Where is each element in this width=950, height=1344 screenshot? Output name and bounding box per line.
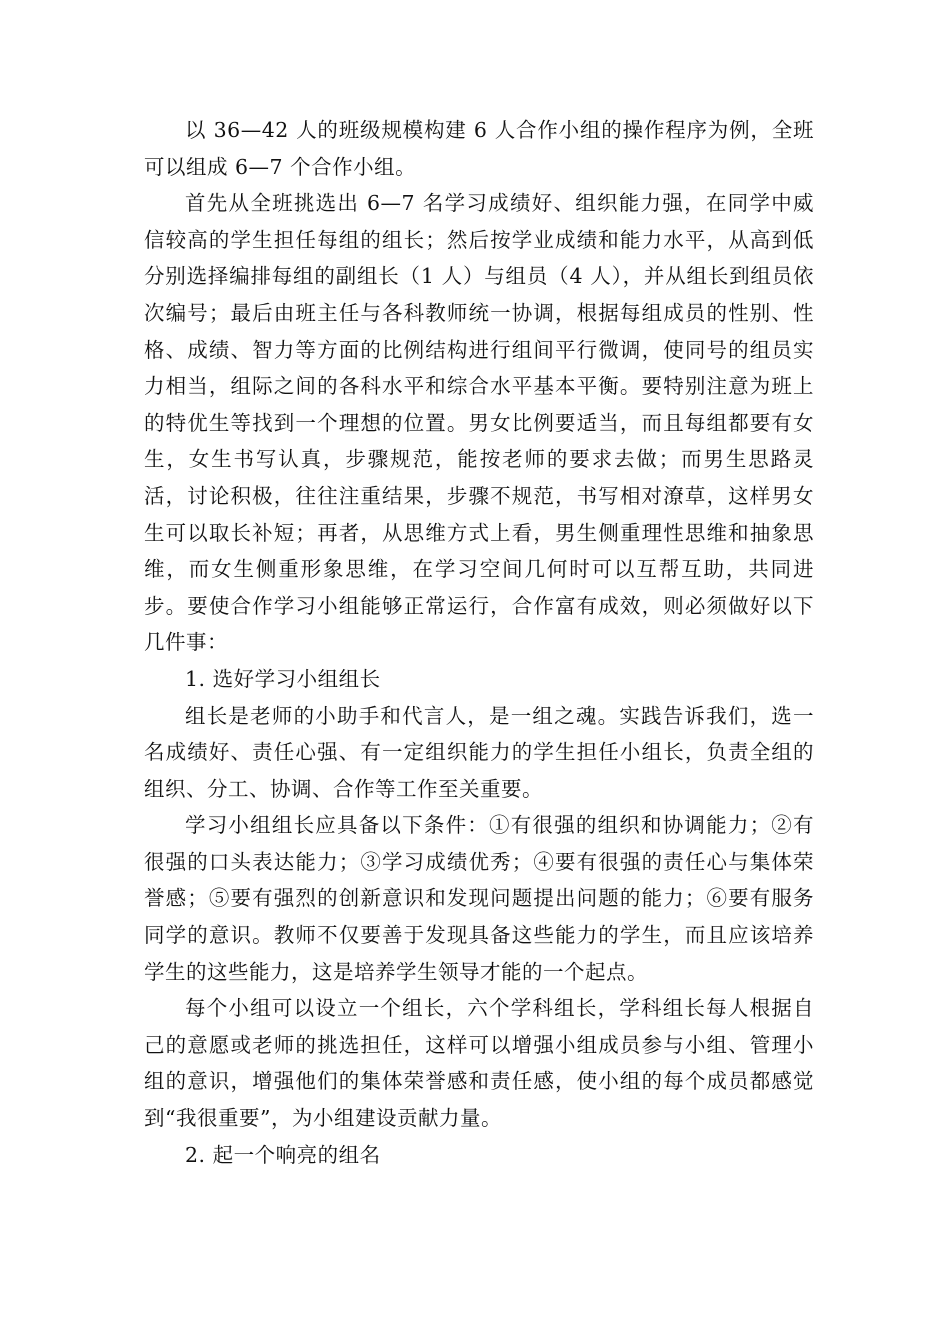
- paragraph-grouping-method: 首先从全班挑选出 6—7 名学习成绩好、组织能力强，在同学中威信较高的学生担任每组的组长；然后按学业成绩和能力水平，从高到低分别选择编排每组的副组长（1 人）与组员（4 人），并从组长到组员依次编号；最后由班主任与各科教师统一协调，根据每组成员的性别、性格、成绩、智力等方面的比例结构进行组间平行微调，使同号的组员实力相当，组际之间的各科水平和综合水平基本平衡。要特别注意为班上的特优生等找到一个理想的位置。男女比例要适当，而且每组都要有女生，女生书写认真，步骤规范，能按老师的要求去做；而男生思路灵活，讨论积极，往往注重结果，步骤不规范，书写相对潦草，这样男女生可以取长补短；再者，从思维方式上看，男生侧重理性思维和抽象思维，而女生侧重形象思维，在学习空间几何时可以互帮互助，共同进步。要使合作学习小组能够正常运行，合作富有成效，则必须做好以下几件事：: [144, 191, 814, 655]
- paragraph-leader-conditions: 学习小组组长应具备以下条件：①有很强的组织和协调能力；②有很强的口头表达能力；③学习成绩优秀；④要有很强的责任心与集体荣誉感；⑤要有强烈的创新意识和发现问题提出问题的能力；⑥要有服务同学的意识。教师不仅要善于发现具备这些能力的学生，而且应该培养学生的这些能力，这是培养学生领导才能的一个起点。: [144, 813, 814, 984]
- paragraph-subject-leaders: 每个小组可以设立一个组长，六个学科组长，学科组长每人根据自己的意愿或老师的挑选担任，这样可以增强小组成员参与小组、管理小组的意识，增强他们的集体荣誉感和责任感，使小组的每个成员都感觉到“我很重要”，为小组建设贡献力量。: [144, 996, 814, 1131]
- section-heading-1: 1. 选好学习小组组长: [185, 666, 381, 691]
- section-heading-2: 2. 起一个响亮的组名: [185, 1142, 381, 1167]
- paragraph-intro: 以 36—42 人的班级规模构建 6 人合作小组的操作程序为例，全班可以组成 6—7 个合作小组。: [144, 118, 814, 179]
- document-body: [144, 112, 814, 1173]
- paragraph-leader-role: 组长是老师的小助手和代言人，是一组之魂。实践告诉我们，选一名成绩好、责任心强、有一定组织能力的学生担任小组长，负责全组的组织、分工、协调、合作等工作至关重要。: [144, 703, 814, 801]
